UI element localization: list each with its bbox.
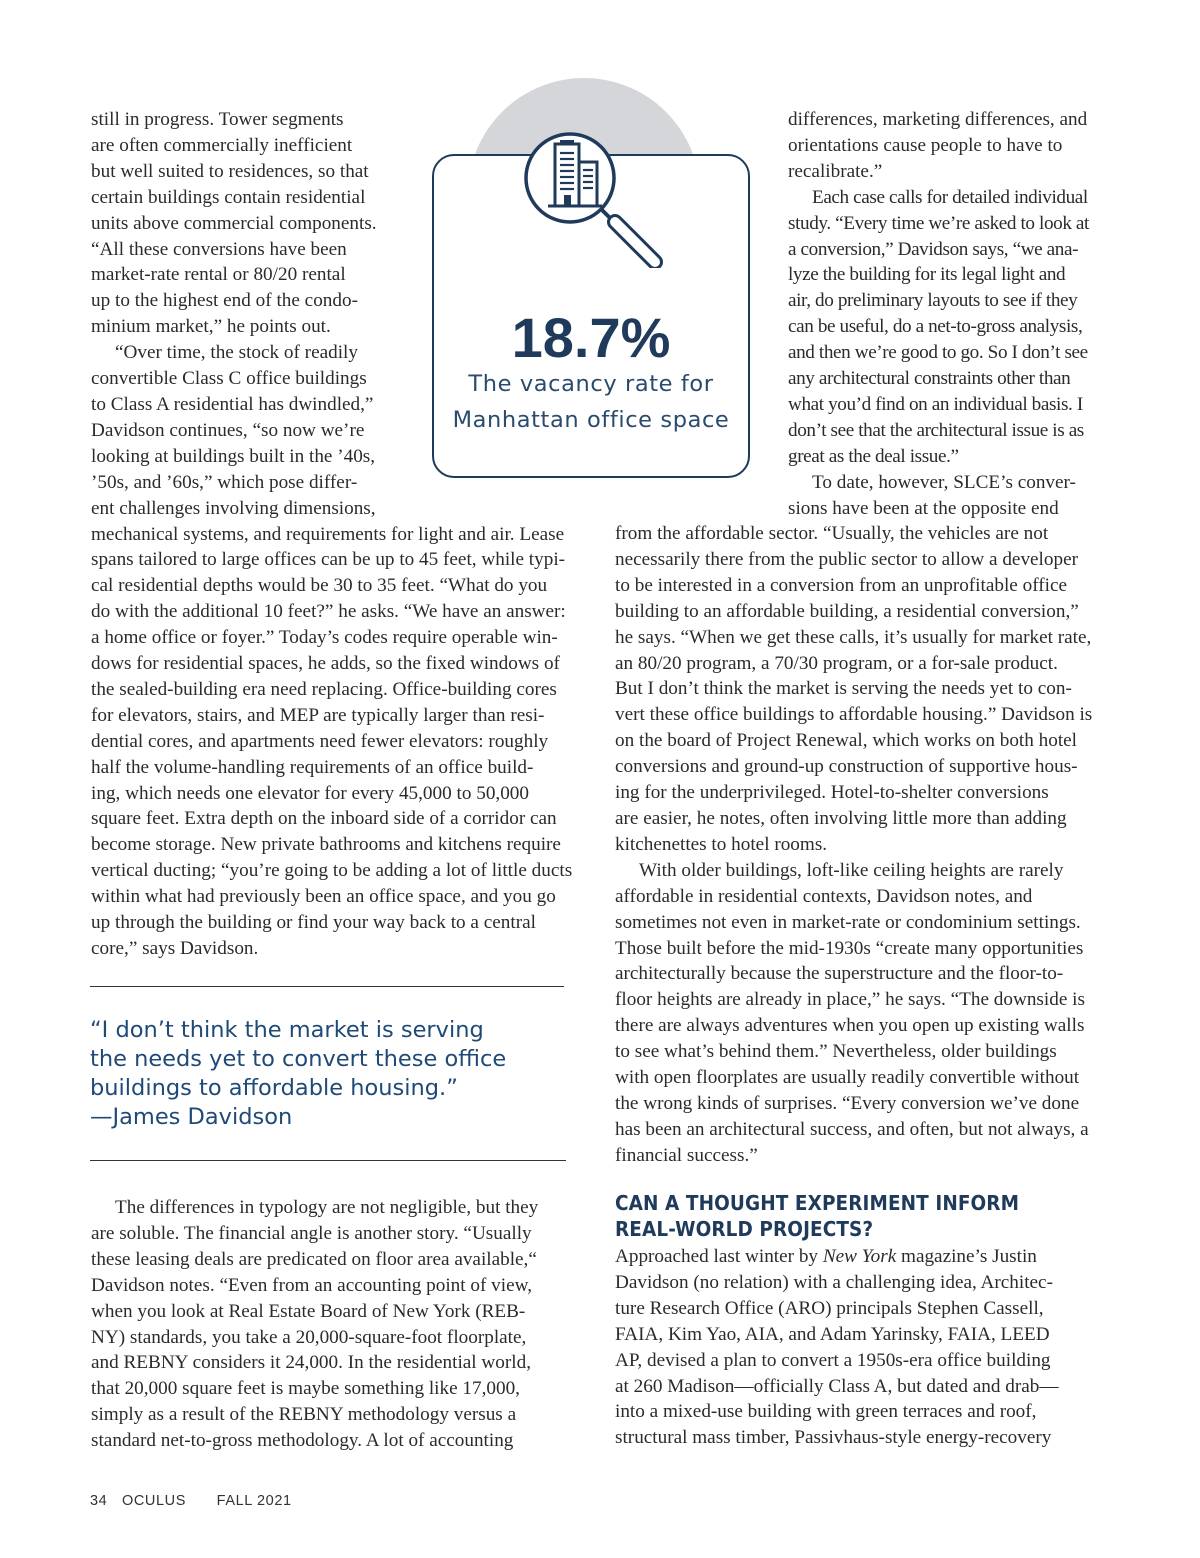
text-line: Approached last winter by New York magazine’s Justin [615,1246,1037,1267]
text-line: for elevators, stairs, and MEP are typically larger than resi- [91,704,545,726]
text-line: are soluble. The financial angle is another story. “Usually [91,1222,532,1244]
text-line: “Over time, the stock of readily [115,342,358,364]
text-line: necessarily there from the public sector to allow a developer [615,548,1078,570]
text-line: simply as a result of the REBNY methodology versus a [91,1404,517,1426]
text-line: ture Research Office (ARO) principals Stephen Cassell, [615,1297,1044,1319]
body-text-column2-bottom [615,1244,1059,1451]
text-line: up through the building or find your way back to a central [91,912,536,934]
section-heading [615,1190,1019,1242]
text-line: and REBNY considers it 24,000. In the residential world, [91,1352,531,1374]
text-line: the sealed-building era need replacing. Office-building cores [91,678,557,700]
text-line: building to an affordable building, a residential conversion,” [615,600,1079,622]
text-line: from the affordable sector. “Usually, the vehicles are not [615,523,1049,544]
pullquote [90,1016,506,1132]
text-line: Davidson (no relation) with a challenging idea, Architec- [615,1271,1053,1293]
text-line: a conversion,” Davidson says, “we ana- [788,238,1079,260]
text-line: NY) standards, you take a 20,000-square-foot floorplate, [91,1326,527,1348]
text-line: on the board of Project Renewal, which works on both hotel [615,730,1077,752]
text-line: a home office or foyer.” Today’s codes require operable win- [91,627,558,649]
text-line: ’50s, and ’60s,” which pose differ- [91,471,358,493]
text-line: Each case calls for detailed individual [812,186,1088,208]
text-line: what you’d find on an individual basis. I [788,393,1083,415]
stat-caption [432,366,750,438]
text-line: don’t see that the architectural issue is as [788,419,1084,441]
text-line: study. “Every time we’re asked to look at [788,212,1089,234]
text-line: affordable in residential contexts, Davidson notes, and [615,885,1033,907]
text-line: conversions and ground-up construction of supportive hous- [615,756,1078,778]
text-line: kitchenettes to hotel rooms. [615,833,828,855]
text-line: looking at buildings built in the ’40s, [91,445,376,467]
text-line: are easier, he notes, often involving little more than adding [615,807,1067,829]
text-line: great as the deal issue.” [788,445,959,467]
text-line: vertical ducting; “you’re going to be adding a lot of little ducts [91,860,573,882]
text-line: to be interested in a conversion from an unprofitable office [615,574,1067,596]
text-line: recalibrate.” [788,160,883,182]
text-line: air, do preliminary layouts to see if they [788,290,1078,312]
text-line: square feet. Extra depth on the inboard side of a corridor can [91,808,557,830]
text-line: lyze the building for its legal light and [788,264,1066,286]
text-line: can be useful, do a net-to-gross analysis, [788,316,1083,338]
text-line: half the volume-handling requirements of an office build- [91,756,534,778]
text-line: and then we’re good to go. So I don’t see [788,342,1088,364]
text-line: dows for residential spaces, he adds, so the fixed windows of [91,653,560,675]
body-text-column2-top [788,107,1089,522]
text-line: sions have been at the opposite end [788,497,1059,519]
section-heading-line: CAN A THOUGHT EXPERIMENT INFORM [615,1191,1020,1215]
text-line: core,” says Davidson. [91,938,259,959]
text-line: when you look at Real Estate Board of New York (REB- [91,1300,526,1322]
text-line: differences, marketing differences, and [788,109,1088,130]
text-line: convertible Class C office buildings [91,368,367,390]
text-line: Davidson continues, “so now we’re [91,419,365,441]
text-line: market-rate rental or 80/20 rental [91,264,346,286]
building-search-icon [520,128,670,268]
text-line: certain buildings contain residential [91,186,366,208]
text-line: ing for the underprivileged. Hotel-to-shelter conversions [615,782,1049,804]
text-line: dential cores, and apartments need fewer elevators: roughly [91,730,549,752]
text-line: minium market,” he points out. [91,316,331,338]
pullquote-line: “I don’t think the market is serving [90,1017,484,1043]
text-line: ing, which needs one elevator for every 45,000 to 50,000 [91,782,529,804]
text-line: an 80/20 program, a 70/30 program, or a for-sale product. [615,652,1058,674]
pullquote-line: the needs yet to convert these office [90,1046,507,1072]
text-line: within what had previously been an office space, and you go [91,886,556,908]
text-line: has been an architectural success, and often, but not always, a [615,1118,1089,1140]
text-line: with open floorplates are usually readily convertible without [615,1067,1080,1089]
stat-caption-line: Manhattan office space [452,407,730,433]
text-line: cal residential depths would be 30 to 35 feet. “What do you [91,575,548,597]
body-text-column1-bottom [91,1195,538,1454]
text-line: these leasing deals are predicated on floor area available,“ [91,1248,537,1270]
text-line: AP, devised a plan to convert a 1950s-era office building [615,1349,1051,1371]
pullquote-top-rule [90,986,564,987]
text-line: structural mass timber, Passivhaus-style energy-recovery [615,1427,1052,1449]
text-line: “All these conversions have been [91,238,347,260]
text-line: Those built before the mid-1930s “create many opportunities [615,937,1084,959]
magazine-title: New York [822,1246,897,1267]
page-number: 34 [90,1493,108,1509]
text-line: units above commercial components. [91,212,377,234]
section-heading-line: REAL-WORLD PROJECTS? [615,1217,874,1241]
page-footer [90,1493,292,1509]
text-line: are often commercially inefficient [91,134,353,156]
text-line: But I don’t think the market is serving the needs yet to con- [615,678,1072,700]
text-line: he says. “When we get these calls, it’s usually for market rate, [615,626,1092,648]
text-line: to Class A residential has dwindled,” [91,393,374,415]
text-line: architecturally because the superstructure and the floor-to- [615,963,1064,985]
text-line: mechanical systems, and requirements for light and air. Lease [91,523,565,545]
publication-name: OCULUS [121,1493,187,1509]
text-line: vert these office buildings to affordable housing.” Davidson is [615,704,1093,726]
text-line: become storage. New private bathrooms and kitchens require [91,834,561,856]
text-line: there are always adventures when you open up existing walls [615,1015,1085,1037]
text-line: financial success.” [615,1144,758,1166]
text-line: Davidson notes. “Even from an accounting point of view, [91,1274,533,1296]
stat-caption-line: The vacancy rate for [468,371,714,397]
text-line: standard net-to-gross methodology. A lot of accounting [91,1430,514,1452]
stat-value: 18.7% [511,306,671,369]
text-line: that 20,000 square feet is maybe something like 17,000, [91,1378,520,1400]
text-line: into a mixed-use building with green terraces and roof, [615,1401,1037,1423]
text-line: sometimes not even in market-rate or condominium settings. [615,911,1081,933]
text-line: up to the highest end of the condo- [91,290,358,312]
text-line: To date, however, SLCE’s conver- [812,471,1076,493]
text-line: The differences in typology are not negligible, but they [115,1197,539,1218]
text-line: floor heights are already in place,” he says. “The downside is [615,989,1085,1011]
text-line: at 260 Madison—officially Class A, but dated and drab— [615,1375,1059,1397]
pullquote-attribution: —James Davidson [90,1104,293,1130]
text-line: ent challenges involving dimensions, [91,497,376,519]
body-text-column2-middle [615,521,1092,1169]
text-line: orientations cause people to have to [788,134,1063,156]
pullquote-line: buildings to affordable housing.” [90,1075,458,1101]
text-line: to see what’s behind them.” Nevertheless, older buildings [615,1041,1057,1063]
text-line: the wrong kinds of surprises. “Every conversion we’ve done [615,1092,1080,1114]
text-line: FAIA, Kim Yao, AIA, and Adam Yarinsky, FAIA, LEED [615,1323,1050,1345]
text-line: still in progress. Tower segments [91,109,344,130]
text-line: but well suited to residences, so that [91,160,369,182]
text-line: spans tailored to large offices can be up to 45 feet, while typi- [91,549,566,571]
text-line: any architectural constraints other than [788,368,1071,390]
text-line: do with the additional 10 feet?” he asks. “We have an answer: [91,601,566,623]
pullquote-bottom-rule [90,1160,566,1161]
text-line: With older buildings, loft-like ceiling heights are rarely [639,859,1064,881]
issue-date: FALL 2021 [216,1493,292,1509]
